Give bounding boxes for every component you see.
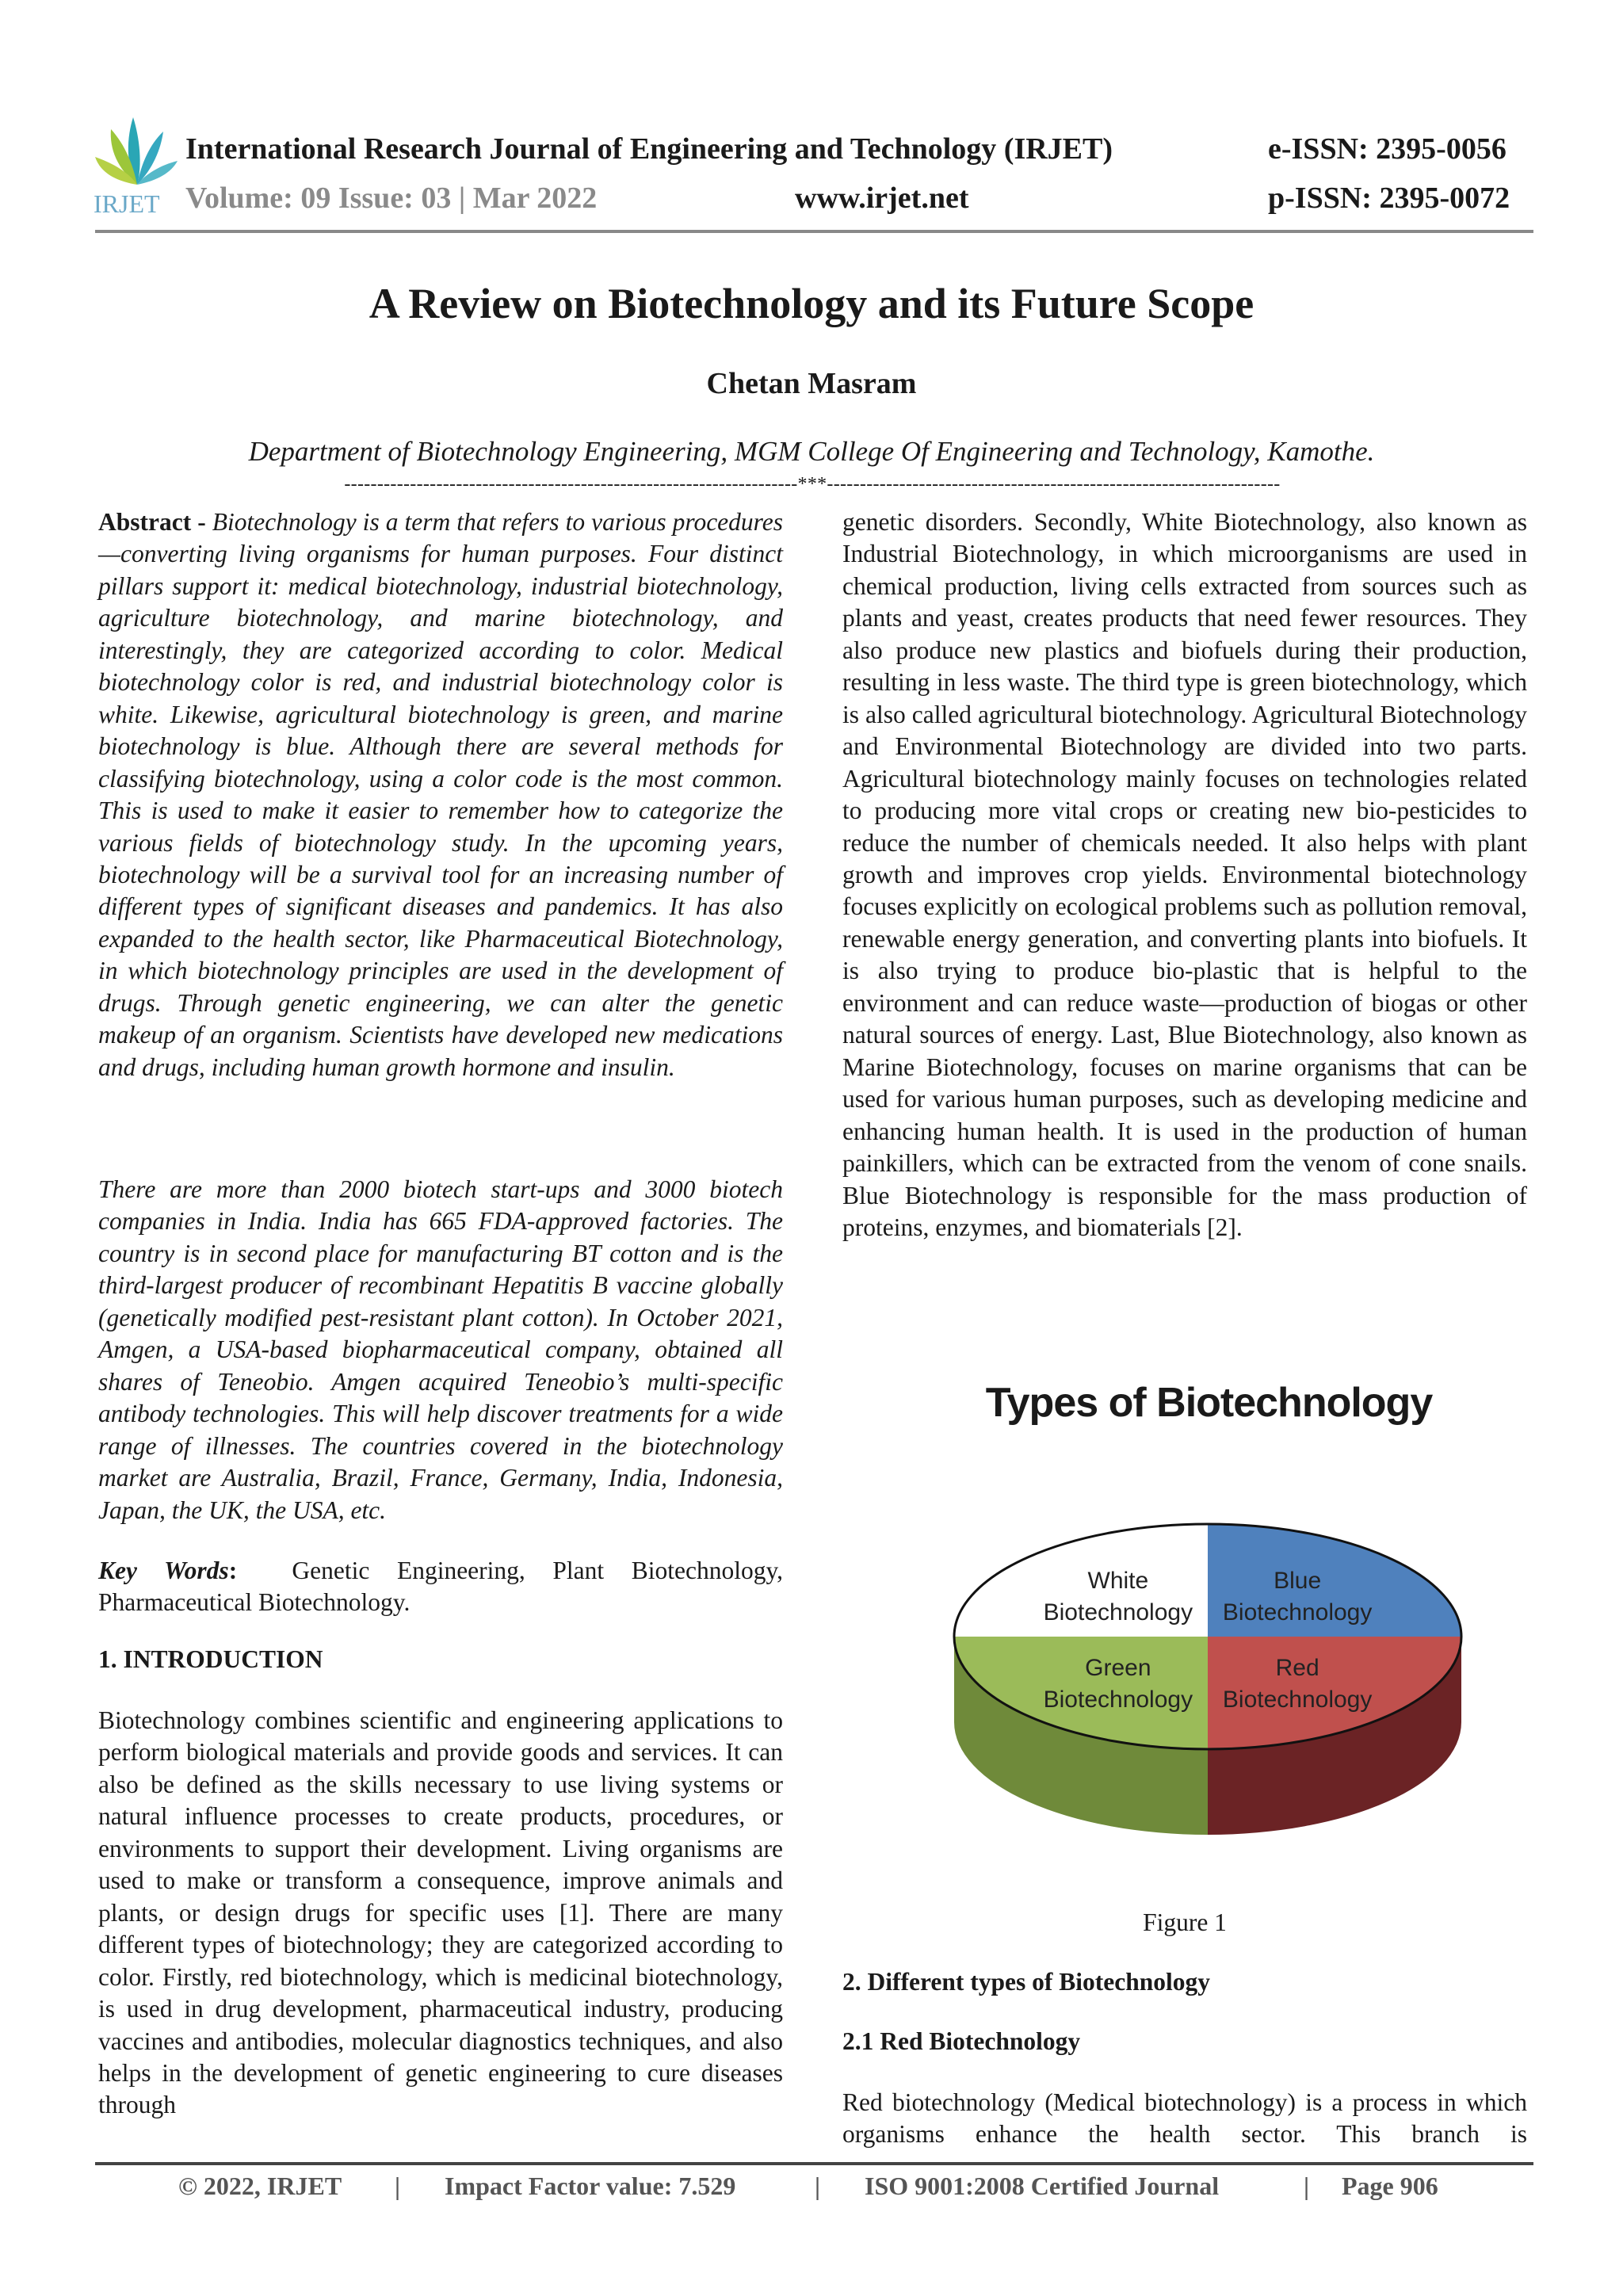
keywords-label: Key Words: [98, 1557, 229, 1584]
irjet-logo: [94, 117, 181, 216]
abstract-paragraph-2: There are more than 2000 biotech start-ups and 3000 biotech companies in India. India has 665 FDA-approved factories. The country is in second place for manufacturing BT cotton and is the third-largest producer of recombinant Hepatitis B vaccine globally (genetically modified pest-resistant plant cotton). In October 2021, Amgen, a USA-based biopharmaceutical company, obtained all shares of Teneobio. Amgen acquired Teneobio’s multi-specific antibody technologies. This will help discover treatments for a wide range of illnesses. The countries covered in the biotechnology market are Australia, Brazil, France, Germany, India, Indonesia, Japan, the UK, the USA, etc.: [98, 1175, 783, 1524]
p-issn: p-ISSN: 2395-0072: [1268, 181, 1510, 215]
paper-title: A Review on Biotechnology and its Future Scope: [369, 280, 1254, 327]
website-link[interactable]: www.irjet.net: [795, 181, 969, 215]
pie-label: Blue: [1274, 1567, 1322, 1594]
section-2-1-text: Red biotechnology (Medical biotechnology) is a process in which organisms enhance the health sector. This branch is: [842, 2088, 1527, 2149]
author-name: Chetan Masram: [706, 367, 917, 400]
pie-label: Biotechnology: [1222, 1599, 1373, 1626]
keywords: Key Words: Genetic Engineering, Plant Biotechnology, Pharmaceutical Biotechnology.: [98, 1557, 784, 1617]
pie-label: Biotechnology: [1222, 1687, 1373, 1713]
affiliation: Department of Biotechnology Engineering, MGM College Of Engineering and Technology, Kamothe.: [248, 436, 1375, 467]
e-issn: e-ISSN: 2395-0056: [1268, 132, 1507, 166]
footer-rule: [95, 2162, 1533, 2165]
pie-label: Biotechnology: [1043, 1687, 1193, 1713]
chart-title: Types of Biotechnology: [985, 1380, 1433, 1426]
separator: ---------------------------------------------------------------------***---------------------------------------------------------------------: [344, 474, 1281, 495]
abstract-label: Abstract -: [98, 508, 212, 536]
section-2-heading: 2. Different types of Biotechnology: [842, 1968, 1210, 1996]
intro-heading: 1. INTRODUCTION: [98, 1645, 323, 1673]
footer-separator: |: [815, 2172, 821, 2200]
intro-text-continued: genetic disorders. Secondly, White Biotechnology, also known as Industrial Biotechnology, in which microorganisms are used in chemical production, living cells extracted from sources such as plants and yeast, creates products that need fewer resources. They also produce new plastics and biofuels during their production, resulting in less waste. The third type is green biotechnology, which is also called agricultural biotechnology. Agricultural Biotechnology and Environmental Biotechnology are divided into two parts. Agricultural biotechnology mainly focuses on technologies related to producing more vital crops or creating new bio-pesticides to reduce the number of chemicals needed. It also helps with plant growth and improves crop yields. Environmental biotechnology focuses explicitly on ecological problems such as pollution removal, renewable energy generation, and converting plants into biofuels. It is also trying to produce bio-plastic that is helpful to the environment and can reduce waste—production of biogas or other natural sources of energy. Last, Blue Biotechnology, also known as Marine Biotechnology, focuses on marine organisms that can be used for various human purposes, such as developing medicine and enhancing human health. It is used in the production of human painkillers, which can be extracted from the venom of cone snails. Blue Biotechnology is responsible for the mass production of proteins, enzymes, and biomaterials [2].: [842, 508, 1527, 1241]
footer-impact-factor: Impact Factor value: 7.529: [445, 2172, 736, 2200]
header-rule: [95, 230, 1533, 233]
intro-text: Biotechnology combines scientific and engineering applications to perform biological materials and provide goods and services. It can also be defined as the skills necessary to use living systems or natural influence processes to create products, procedures, or environments to support their development. Living organisms are used to make or transform a consequence, improve animals and plants, or design drugs for specific uses [1]. There are many different types of biotechnology; they are categorized according to color. Firstly, red biotechnology, which is medicinal biotechnology, is used in drug development, pharmaceutical industry, producing vaccines and antibodies, molecular diagnostics techniques, and also helps in the development of genetic engineering to cure diseases through: [98, 1706, 783, 2119]
logo-text: IRJET: [94, 189, 160, 218]
footer-separator: |: [395, 2172, 401, 2200]
section-2-1-heading: 2.1 Red Biotechnology: [842, 2027, 1081, 2055]
figure-caption: Figure 1: [1143, 1908, 1227, 1936]
volume-issue: Volume: 09 Issue: 03 | Mar 2022: [185, 181, 598, 215]
pie-label: Biotechnology: [1043, 1599, 1193, 1626]
abstract: [98, 506, 783, 1083]
journal-name: International Research Journal of Engineering and Technology (IRJET): [185, 132, 1113, 166]
pie-label: Green: [1085, 1655, 1151, 1682]
pie-label: White: [1087, 1567, 1149, 1594]
pie-chart: [911, 1466, 1514, 1847]
footer-copyright: © 2022, IRJET: [178, 2172, 342, 2200]
leaf-logo-icon: [94, 117, 181, 189]
footer-page-number: Page 906: [1342, 2172, 1438, 2200]
abstract-text: Biotechnology is a term that refers to various procedures—converting living organisms for human purposes. Four distinct pillars support it: medical biotechnology, industrial biotechnology, agriculture biotechnology, and marine biotechnology, and interestingly, they are categorized according to color. Medical biotechnology color is red, and industrial biotechnology color is white. Likewise, agricultural biotechnology is green, and marine biotechnology is blue. Although there are several methods for classifying biotechnology, using a color code is the most common. This is used to make it easier to remember how to categorize the various fields of biotechnology study. In the upcoming years, biotechnology will be a survival tool for an increasing number of different types of significant diseases and pandemics. It has also expanded to the health sector, like Pharmaceutical Biotechnology, in which biotechnology principles are used in the development of drugs. Through genetic engineering, we can alter the genetic makeup of an organism. Scientists have developed new medications and drugs, including human growth hormone and insulin.: [98, 508, 783, 1081]
keywords-text: Genetic Engineering, Plant Biotechnology, Pharmaceutical Biotechnology.: [98, 1557, 784, 1617]
pie-label: Red: [1275, 1655, 1319, 1682]
footer-separator: |: [1304, 2172, 1310, 2200]
footer-iso: ISO 9001:2008 Certified Journal: [865, 2172, 1220, 2200]
